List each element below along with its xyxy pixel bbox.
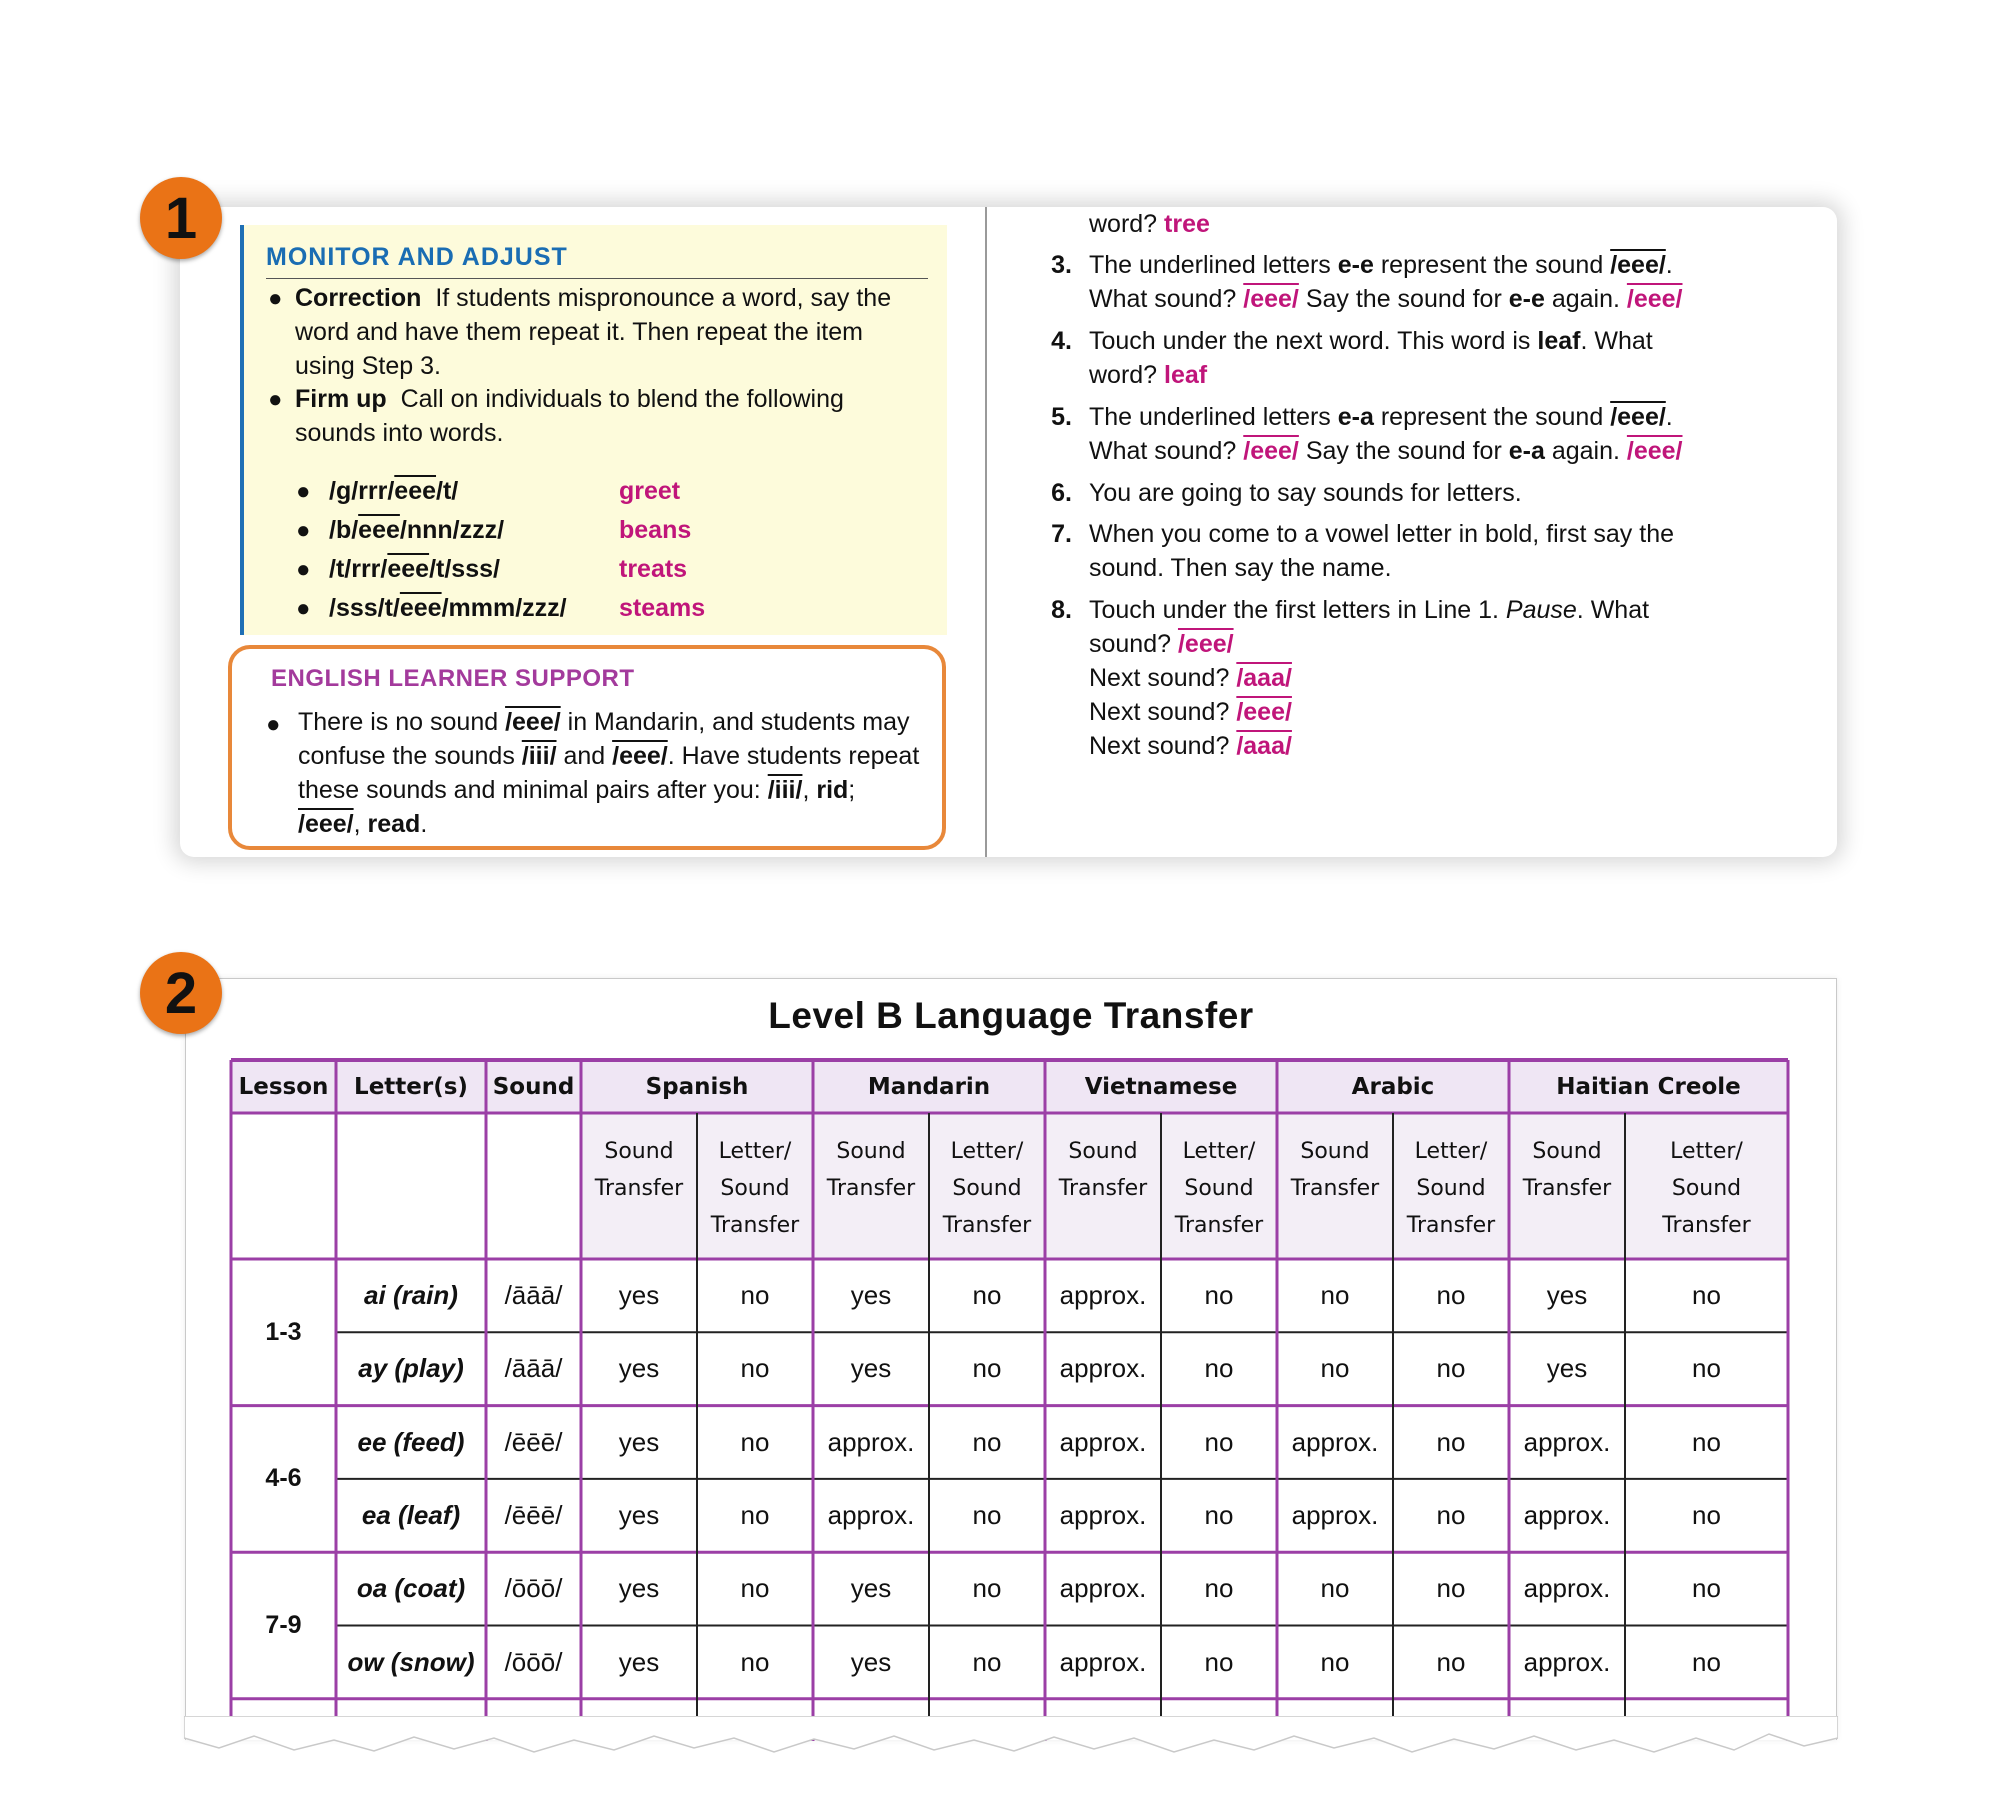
text: these sounds and minimal pairs after you: <box>298 776 768 804</box>
step-7 <box>1089 517 1674 585</box>
blend-sounds-4 <box>329 591 567 625</box>
text: tree <box>1164 210 1210 238</box>
column-header: Lesson <box>238 1073 329 1100</box>
subheader-line: Letter/ <box>1670 1139 1743 1164</box>
text: in Mandarin, and students may <box>560 708 910 736</box>
transfer-value-cell: no <box>1204 1280 1234 1311</box>
transfer-value-cell: yes <box>850 1646 892 1677</box>
transfer-value-cell: no <box>972 1646 1002 1677</box>
transfer-value-cell: no <box>1204 1646 1234 1677</box>
transfer-value-cell: no <box>740 1426 770 1457</box>
transfer-value-cell: no <box>1436 1353 1466 1384</box>
transfer-value-cell: no <box>1692 1426 1721 1457</box>
text: word? <box>1089 210 1165 238</box>
transfer-value-cell: no <box>1692 1280 1721 1311</box>
text: word and have them repeat it. Then repeat the item <box>295 318 863 346</box>
subheader-line: Transfer <box>1662 1213 1751 1238</box>
text: Touch under the next word. This word is <box>1089 327 1538 355</box>
transfer-value-cell: approx. <box>1523 1573 1611 1604</box>
bullet-icon: ● <box>296 478 311 505</box>
bullet-icon: ● <box>266 711 281 738</box>
sound-cell <box>486 1552 581 1625</box>
text: and <box>556 742 613 770</box>
text: . <box>1665 251 1673 279</box>
transfer-value-cell: no <box>972 1426 1002 1457</box>
text: e-e <box>1337 251 1374 279</box>
slash: / <box>504 1500 512 1531</box>
slash: / <box>555 1646 563 1677</box>
transfer-value-cell: no <box>1436 1573 1466 1604</box>
text: Next sound? <box>1089 698 1237 726</box>
step-number: 3. <box>1051 251 1072 279</box>
blend-word-4: steams <box>619 594 706 622</box>
sound-cell <box>486 1479 581 1552</box>
step-number: 4. <box>1051 327 1072 355</box>
text: sound. Then say the name. <box>1089 554 1392 582</box>
subheader-line: Sound <box>952 1176 1022 1201</box>
slash: / <box>555 1353 563 1384</box>
subheader <box>1277 1133 1393 1253</box>
step-number: 7. <box>1051 520 1072 548</box>
transfer-value-cell: no <box>1204 1426 1234 1457</box>
transfer-value-cell: yes <box>618 1426 660 1457</box>
transfer-value-cell: yes <box>1546 1280 1588 1311</box>
column-header: Letter(s) <box>354 1073 468 1100</box>
text: /eee/ <box>1236 698 1292 726</box>
subheader-line: Letter/ <box>1182 1139 1256 1164</box>
subheader <box>1045 1133 1161 1253</box>
transfer-value-cell: approx. <box>1291 1426 1379 1457</box>
text: e-a <box>1337 403 1374 431</box>
teaching-panel <box>180 207 1837 857</box>
transfer-value-cell: no <box>1204 1573 1234 1604</box>
text: /eee/ <box>1177 630 1234 658</box>
text: /aaa/ <box>1236 732 1292 760</box>
text: /eee/ <box>1610 403 1666 431</box>
step-2-continued <box>1089 207 1210 241</box>
letters-cell: ay (play) <box>358 1353 464 1384</box>
text: $\overline{eee}$ <box>358 516 400 544</box>
transfer-value-cell: no <box>1436 1500 1466 1531</box>
step-8 <box>1089 593 1649 763</box>
subheader-line: Transfer <box>1174 1213 1264 1238</box>
text: e-e <box>1508 285 1545 313</box>
text: /t/rrr/ <box>329 555 388 583</box>
step-6: You are going to say sounds for letters. <box>1089 479 1522 507</box>
text: Next sound? <box>1089 732 1237 760</box>
subheader-line: Sound <box>1184 1176 1254 1201</box>
text: /iii/ <box>521 742 557 770</box>
lesson-cell: 7-9 <box>265 1610 302 1639</box>
transfer-value-cell: approx. <box>827 1500 915 1531</box>
transfer-value-cell: no <box>1204 1500 1234 1531</box>
column-header: Vietnamese <box>1084 1073 1238 1100</box>
subheader-line: Transfer <box>1522 1176 1612 1201</box>
transfer-value-cell: no <box>1436 1280 1466 1311</box>
text: Touch under the first letters in Line 1. <box>1089 596 1506 624</box>
text: /eee/ <box>1243 285 1299 313</box>
transfer-value-cell: yes <box>850 1573 892 1604</box>
text: Pause <box>1505 596 1577 624</box>
subheader <box>1393 1133 1509 1253</box>
subheader <box>929 1133 1045 1253</box>
subheader <box>1161 1133 1277 1253</box>
text: /eee/ <box>1626 285 1683 313</box>
text: /mmm/zzz/ <box>441 594 567 622</box>
section-number-badge-1 <box>140 177 222 259</box>
slash: / <box>555 1500 563 1531</box>
text: /aaa/ <box>1236 664 1292 692</box>
subheader-line: Sound <box>836 1139 906 1164</box>
text: When you come to a vowel letter in bold, first say the <box>1089 520 1674 548</box>
bullet-icon: ● <box>296 595 311 622</box>
slash: / <box>504 1573 512 1604</box>
subheader-line: Transfer <box>1058 1176 1148 1201</box>
correction-label: Correction <box>295 284 422 312</box>
transfer-value-cell: no <box>1320 1573 1350 1604</box>
text: $\overline{eee}$ <box>399 594 442 622</box>
transfer-value-cell: yes <box>850 1353 892 1384</box>
transfer-value-cell: yes <box>618 1500 660 1531</box>
language-transfer-panel <box>185 978 1837 1740</box>
slash: / <box>504 1353 512 1384</box>
sound-symbol: āāā <box>511 1353 556 1384</box>
text: /eee/ <box>612 742 668 770</box>
transfer-value-cell: no <box>1692 1353 1721 1384</box>
column-header: Haitian Creole <box>1556 1073 1741 1100</box>
transfer-value-cell: approx. <box>1059 1426 1147 1457</box>
text: represent the sound <box>1373 403 1611 431</box>
slash: / <box>504 1280 512 1311</box>
column-header: Mandarin <box>867 1073 991 1100</box>
subheader-line: Letter/ <box>718 1139 792 1164</box>
transfer-value-cell: no <box>1204 1353 1234 1384</box>
text: , <box>353 810 368 838</box>
transfer-value-cell: approx. <box>1059 1500 1147 1531</box>
subheader-line: Letter/ <box>950 1139 1024 1164</box>
text: /g/rrr/ <box>329 477 395 505</box>
transfer-value-cell: no <box>740 1573 770 1604</box>
text: leaf <box>1164 361 1208 389</box>
slash: / <box>555 1280 563 1311</box>
transfer-value-cell: approx. <box>1059 1353 1147 1384</box>
transfer-value-cell: no <box>1436 1426 1466 1457</box>
transfer-value-cell: yes <box>850 1280 892 1311</box>
text: . Have students repeat <box>667 742 920 770</box>
sound-cell <box>486 1626 581 1699</box>
sound-symbol: ōōō <box>511 1646 556 1677</box>
transfer-value-cell: no <box>740 1353 770 1384</box>
text: /eee/ <box>1243 437 1299 465</box>
bullet-icon: ● <box>268 285 283 312</box>
subheader <box>813 1133 929 1253</box>
sound-cell <box>486 1259 581 1332</box>
transfer-value-cell: no <box>1320 1353 1350 1384</box>
text: again. <box>1544 285 1627 313</box>
table-title: Level B Language Transfer <box>768 995 1254 1036</box>
bullet-icon: ● <box>296 556 311 583</box>
text: e-a <box>1508 437 1545 465</box>
text: Call on individuals to blend the following <box>400 385 844 413</box>
subheader <box>1509 1133 1625 1253</box>
transfer-value-cell: yes <box>618 1646 660 1677</box>
transfer-value-cell: approx. <box>1523 1426 1611 1457</box>
subheader-line: Sound <box>604 1139 674 1164</box>
transfer-value-cell: no <box>972 1353 1002 1384</box>
slash: / <box>555 1573 563 1604</box>
badge-label: 2 <box>164 960 198 1026</box>
sound-symbol: ēēē <box>511 1500 556 1531</box>
text: /t/ <box>436 477 459 505</box>
text: sounds into words. <box>295 419 504 447</box>
transfer-value-cell: approx. <box>1523 1500 1611 1531</box>
text: /eee/ <box>505 708 561 736</box>
transfer-value-cell: approx. <box>1523 1646 1611 1677</box>
monitor-and-adjust-box <box>240 225 947 635</box>
subheader-line: Sound <box>1671 1176 1742 1201</box>
subheader <box>697 1133 813 1253</box>
step-5 <box>1089 400 1683 468</box>
step-number: 8. <box>1051 596 1072 624</box>
text: The underlined letters <box>1089 403 1338 431</box>
subheader-line: Sound <box>1068 1139 1138 1164</box>
transfer-value-cell: no <box>1436 1646 1466 1677</box>
text: . <box>420 810 428 838</box>
transfer-value-cell: no <box>1320 1280 1350 1311</box>
transfer-value-cell: no <box>1692 1573 1721 1604</box>
text: /eee/ <box>1626 437 1683 465</box>
transfer-value-cell: approx. <box>827 1426 915 1457</box>
letters-cell: ea (leaf) <box>361 1500 461 1531</box>
column-header: Arabic <box>1351 1073 1435 1100</box>
slash: / <box>555 1426 563 1457</box>
text: /iii/ <box>767 776 803 804</box>
section-number-badge-2 <box>140 952 222 1034</box>
text: rid <box>816 776 849 804</box>
step-number: 6. <box>1051 479 1072 507</box>
subheader-line: Sound <box>1416 1176 1486 1201</box>
sound-symbol: ēēē <box>511 1426 556 1457</box>
lesson-cell: 4-6 <box>265 1464 302 1493</box>
step-4 <box>1089 324 1653 392</box>
text: There is no sound <box>298 708 506 736</box>
text: , <box>802 776 817 804</box>
ell-title: ENGLISH LEARNER SUPPORT <box>271 665 635 692</box>
bullet-icon: ● <box>296 517 311 544</box>
transfer-value-cell: approx. <box>1291 1500 1379 1531</box>
transfer-value-cell: no <box>740 1646 770 1677</box>
text: What sound? <box>1089 285 1244 313</box>
text: /eee/ <box>298 810 354 838</box>
text: again. <box>1544 437 1627 465</box>
transfer-value-cell: no <box>1320 1646 1350 1677</box>
text: Say the sound for <box>1298 285 1509 313</box>
text: read <box>367 810 421 838</box>
subheader-line: Letter/ <box>1414 1139 1488 1164</box>
transfer-value-cell: no <box>972 1500 1002 1531</box>
text: . What <box>1576 596 1650 624</box>
subheader-line: Transfer <box>1406 1213 1496 1238</box>
transfer-value-cell: yes <box>618 1353 660 1384</box>
letters-cell: ow (snow) <box>347 1646 475 1677</box>
blend-word-2: beans <box>619 516 692 544</box>
column-header: Sound <box>492 1073 575 1100</box>
transfer-value-cell: approx. <box>1059 1280 1147 1311</box>
text: /nnn/zzz/ <box>399 516 505 544</box>
text: $\overline{eee}$ <box>394 477 437 505</box>
correction-text <box>295 281 935 383</box>
subheader <box>1625 1133 1788 1253</box>
transfer-value-cell: yes <box>618 1280 660 1311</box>
transfer-value-cell: approx. <box>1059 1573 1147 1604</box>
column-divider <box>985 207 987 857</box>
text: Say the sound for <box>1298 437 1509 465</box>
transfer-value-cell: yes <box>1546 1353 1588 1384</box>
text: confuse the sounds <box>298 742 522 770</box>
sound-cell <box>486 1406 581 1479</box>
text: sound? <box>1089 630 1178 658</box>
subheader-line: Transfer <box>594 1176 684 1201</box>
text: Next sound? <box>1089 664 1237 692</box>
slash: / <box>504 1426 512 1457</box>
letters-cell: oa (coat) <box>356 1573 466 1604</box>
text: represent the sound <box>1373 251 1611 279</box>
sound-symbol: ōōō <box>511 1573 556 1604</box>
slash: / <box>504 1646 512 1677</box>
step-number: 5. <box>1051 403 1072 431</box>
subheader-line: Transfer <box>710 1213 800 1238</box>
english-learner-support-box <box>228 645 946 850</box>
text: /b/ <box>329 516 359 544</box>
bullet-icon: ● <box>268 386 283 413</box>
subheader <box>581 1133 697 1253</box>
transfer-value-cell: no <box>972 1573 1002 1604</box>
column-header: Spanish <box>645 1073 749 1100</box>
sound-cell <box>486 1332 581 1405</box>
text: $\overline{eee}$ <box>387 555 430 583</box>
subheader-line: Sound <box>720 1176 790 1201</box>
subheader-line: Transfer <box>1290 1176 1380 1201</box>
text: /sss/t/ <box>329 594 400 622</box>
transfer-value-cell: yes <box>618 1573 660 1604</box>
monitor-title: MONITOR AND ADJUST <box>266 243 928 279</box>
text: . <box>1665 403 1673 431</box>
subheader-line: Sound <box>1532 1139 1602 1164</box>
torn-edge <box>184 1716 1838 1776</box>
text: /t/sss/ <box>429 555 500 583</box>
text: using Step 3. <box>295 352 441 380</box>
subheader-line: Transfer <box>826 1176 916 1201</box>
text: The underlined letters <box>1089 251 1338 279</box>
transfer-value-cell: no <box>1692 1646 1721 1677</box>
blend-word-3: treats <box>619 555 688 583</box>
lesson-cell: 1-3 <box>265 1317 302 1346</box>
sound-symbol: āāā <box>511 1280 556 1311</box>
ell-text <box>298 705 938 841</box>
letters-cell: ee (feed) <box>357 1426 465 1457</box>
transfer-value-cell: no <box>972 1280 1002 1311</box>
transfer-value-cell: no <box>740 1280 770 1311</box>
transfer-value-cell: no <box>1692 1500 1721 1531</box>
subheader-line: Transfer <box>942 1213 1032 1238</box>
text: What sound? <box>1089 437 1244 465</box>
text: If students mispronounce a word, say the <box>435 284 892 312</box>
text: ; <box>848 776 856 804</box>
firmup-label: Firm up <box>295 385 387 413</box>
text: leaf <box>1537 327 1581 355</box>
step-3 <box>1089 248 1683 316</box>
blend-word-1: greet <box>619 477 681 505</box>
transfer-value-cell: no <box>740 1500 770 1531</box>
text: . What <box>1580 327 1653 355</box>
blend-sounds-1 <box>329 474 458 508</box>
text: word? <box>1089 361 1165 389</box>
transfer-value-cell: approx. <box>1059 1646 1147 1677</box>
blend-sounds-2 <box>329 513 504 547</box>
subheader-line: Sound <box>1300 1139 1370 1164</box>
badge-label: 1 <box>164 185 198 251</box>
letters-cell: ai (rain) <box>364 1280 458 1311</box>
blend-sounds-3 <box>329 552 500 586</box>
firmup-text <box>295 382 935 450</box>
text: /eee/ <box>1610 251 1666 279</box>
